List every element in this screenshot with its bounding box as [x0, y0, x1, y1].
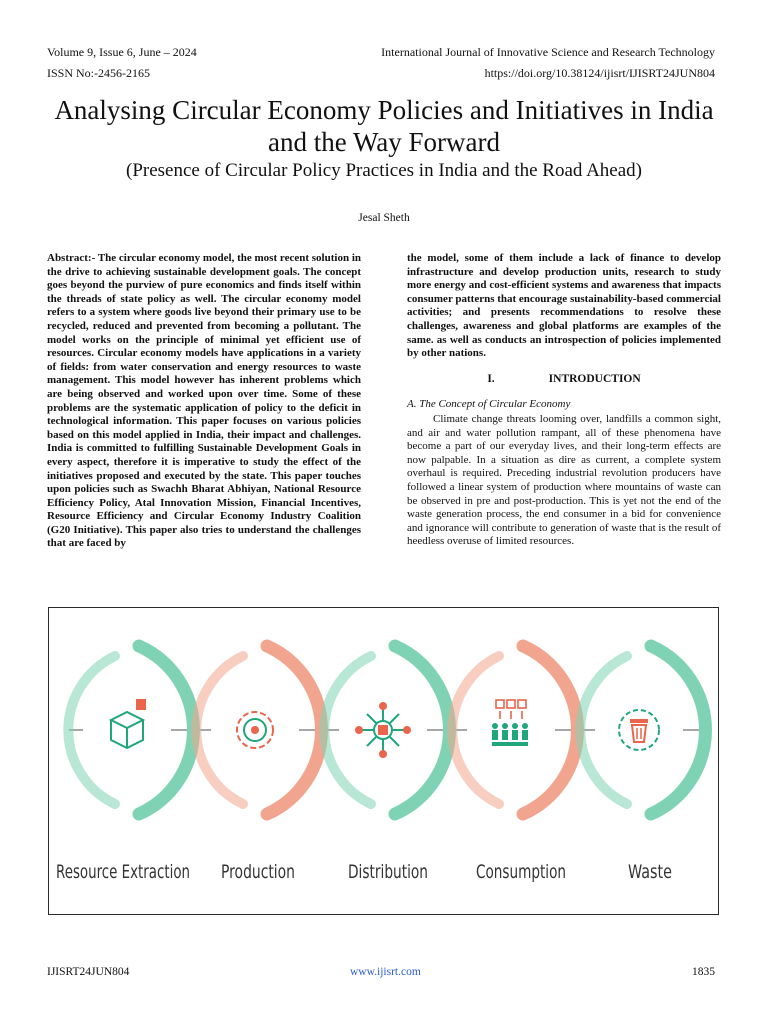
- header-doi-link[interactable]: https://doi.org/10.38124/ijisrt/IJISRT24JUN804: [484, 66, 715, 80]
- introduction-paragraph: Climate change threats looming over, landfills a common sight, and air and water pollution rampant, all of these phenomena have become a part of our everyday lives, and their long-term effects are now palpable. In a situation as dire as current, a complete system overhaul is required. Preceding industrial revolution producers have followed a linear system of production where mountains of waste can be observed in pre and post-production. This is yet not the end of the waste generation process, the end consumer in a bid for convenience and ignorance will contribute to generation of waste that is the result of heedless overuse of limited resources.: [407, 412, 722, 548]
- abstract-continuation: the model, some of them include a lack of finance to develop infrastructure and develop production units, research to study more energy and cost-efficient systems and awareness that impacts consumer patterns that encourage sustainability-based commercial activities; and presents recommendations to resolve these challenges, awareness and global platforms are examples of the same. as well as conducts an introspection of policies implemented by other nations.: [407, 252, 721, 360]
- footer-page-number: 1835: [692, 966, 715, 978]
- footer-website-link[interactable]: www.ijisrt.com: [350, 966, 421, 978]
- stage-label-distribution: Distribution: [348, 861, 428, 883]
- footer-paper-code: IJISRT24JUN804: [47, 966, 130, 978]
- left-column: [47, 252, 361, 551]
- paper-subtitle: (Presence of Circular Policy Practices in India and the Road Ahead): [126, 160, 642, 181]
- stage-circle: [595, 686, 683, 774]
- circular-economy-figure: [48, 607, 719, 915]
- header-journal: International Journal of Innovative Science and Research Technology: [381, 45, 715, 59]
- stage-label-waste: Waste: [628, 861, 672, 883]
- section-heading: [407, 373, 721, 387]
- author-name: Jesal Sheth: [358, 212, 410, 224]
- subsection-heading: A. The Concept of Circular Economy: [407, 398, 571, 411]
- section-number: I.: [487, 372, 495, 385]
- stage-diagram: [49, 608, 717, 913]
- abstract-text: Abstract:- The circular economy model, the most recent solution in the drive to achieving sustainable development goals. The concept goes beyond the purview of pure economics and finds itself within the threads of state policy as well. The circular economy model refers to a system where goods live beyond their primary use to be recycled, reduced and prevented from becoming a pollutant. The model works on the principle of minimal yet efficient use of resources. Circular economy models have applications in a variety of fields: from water conservation and energy resources to waste management. This model however has inherent problems which are being observed and worked upon over time. Some of these problems are the systematic application of policy to the deficit in technological information. This paper focuses on various policies based on this model applied in India, their impact and challenges. India is committed to fulfilling Sustainable Development Goals in every aspect, therefore it is imperative to study the effect of the initiatives proposed and executed by the state. This paper touches upon policies such as Swachh Bharat Abhiyan, National Resource Efficiency Policy, Atal Innovation Mission, Financial Incentives, Resource Efficiency and Circular Economy Industry Coalition (G20 Initiative). This paper also tries to understand the challenges that are faced by: [47, 252, 361, 550]
- header-issn: ISSN No:-2456-2165: [47, 66, 151, 80]
- paper-title: Analysing Circular Economy Policies and Initiatives in India and the Way Forward: [54, 95, 714, 157]
- stage-label-consumption: Consumption: [476, 861, 566, 883]
- stage-label-resource-extraction: Resource Extraction: [56, 861, 190, 883]
- header-volume: Volume 9, Issue 6, June – 2024: [47, 45, 197, 59]
- stage-label-production: Production: [221, 861, 295, 883]
- section-title: INTRODUCTION: [548, 372, 641, 385]
- right-column: [407, 252, 721, 549]
